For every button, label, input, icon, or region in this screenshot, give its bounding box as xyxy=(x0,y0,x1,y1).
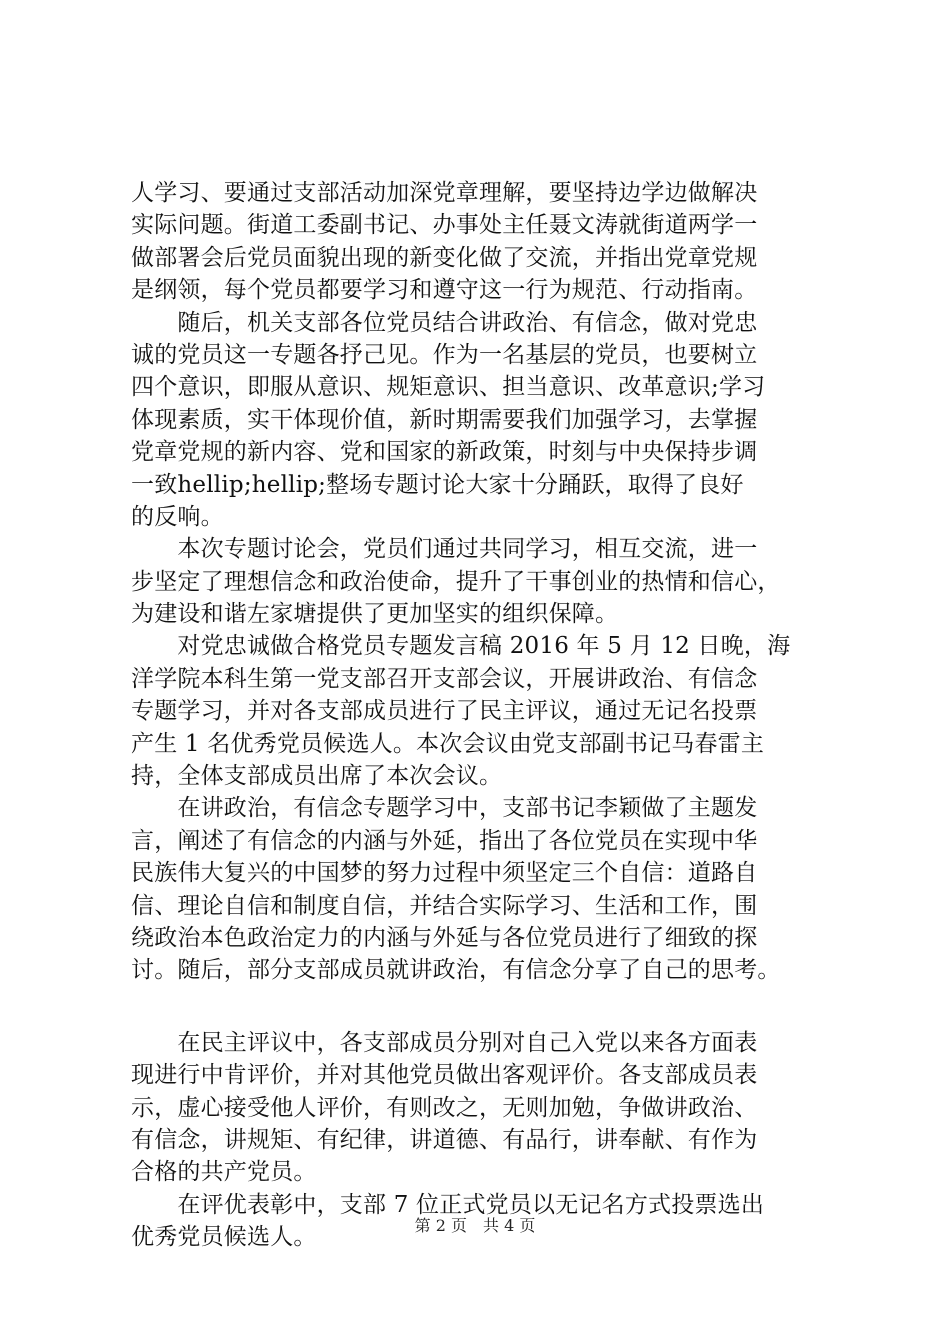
text-line: 四个意识，即服从意识、规矩意识、担当意识、改革意识;学习 xyxy=(131,374,766,401)
text-line: 对党忠诚做合格党员专题发言稿 2016 年 5 月 12 日晚，海 xyxy=(131,633,791,660)
text-line: 的反响。 xyxy=(131,503,224,530)
text-block-1 xyxy=(131,177,843,987)
page-footer: 第 2 页 共 4 页 xyxy=(414,1216,536,1235)
text-line: 做部署会后党员面貌出现的新变化做了交流，并指出党章党规 xyxy=(131,244,758,271)
text-line: 绕政治本色政治定力的内涵与外延与各位党员进行了细致的探 xyxy=(131,924,758,951)
text-line: 洋学院本科生第一党支部召开支部会议，开展讲政治、有信念 xyxy=(131,665,758,692)
text-line: 优秀党员候选人。 xyxy=(131,1224,317,1251)
text-line: 持，全体支部成员出席了本次会议。 xyxy=(131,763,503,790)
text-line: 诚的党员这一专题各抒己见。作为一名基层的党员，也要树立 xyxy=(131,341,758,368)
text-line: 信、理论自信和制度自信，并结合实际学习、生活和工作，围 xyxy=(131,892,758,919)
text-line: 民族伟大复兴的中国梦的努力过程中须坚定三个自信：道路自 xyxy=(131,860,758,887)
text-line: 在评优表彰中，支部 7 位正式党员以无记名方式投票选出 xyxy=(131,1191,765,1218)
text-line: 言，阐述了有信念的内涵与外延，指出了各位党员在实现中华 xyxy=(131,827,758,854)
text-line: 实际问题。街道工委副书记、办事处主任聂文涛就街道两学一 xyxy=(131,212,758,239)
text-line: 讨。随后，部分支部成员就讲政治，有信念分享了自己的思考。 xyxy=(131,957,781,984)
text-line: 合格的共产党员。 xyxy=(131,1159,317,1186)
text-line: 人学习、要通过支部活动加深党章理解，要坚持边学边做解决 xyxy=(131,180,758,206)
text-line: 步坚定了理想信念和政治使命，提升了干事创业的热情和信心， xyxy=(131,568,781,595)
text-line: 一致hellip;hellip;整场专题讨论大家十分踊跃，取得了良好 xyxy=(131,471,744,498)
paragraph-gap xyxy=(131,987,843,1027)
text-line: 体现素质，实干体现价值，新时期需要我们加强学习，去掌握 xyxy=(131,406,758,433)
document-body xyxy=(131,177,843,1254)
text-line: 现进行中肯评价，并对其他党员做出客观评价。各支部成员表 xyxy=(131,1062,758,1089)
text-line: 党章党规的新内容、党和国家的新政策，时刻与中央保持步调 xyxy=(131,439,758,466)
text-line: 随后，机关支部各位党员结合讲政治、有信念，做对党忠 xyxy=(131,309,758,336)
text-line: 在民主评议中，各支部成员分别对自己入党以来各方面表 xyxy=(131,1029,758,1056)
text-line: 为建设和谐左家塘提供了更加坚实的组织保障。 xyxy=(131,601,619,628)
text-line: 产生 1 名优秀党员候选人。本次会议由党支部副书记马春雷主 xyxy=(131,730,765,757)
text-line: 在讲政治，有信念专题学习中，支部书记李颖做了主题发 xyxy=(131,795,758,822)
text-line: 专题学习，并对各支部成员进行了民主评议，通过无记名投票 xyxy=(131,698,758,725)
text-line: 是纲领，每个党员都要学习和遵守这一行为规范、行动指南。 xyxy=(131,277,758,304)
text-line: 本次专题讨论会，党员们通过共同学习，相互交流，进一 xyxy=(131,536,758,563)
text-line: 有信念，讲规矩、有纪律，讲道德、有品行，讲奉献、有作为 xyxy=(131,1126,758,1153)
text-line: 示，虚心接受他人评价，有则改之，无则加勉，争做讲政治、 xyxy=(131,1094,758,1121)
